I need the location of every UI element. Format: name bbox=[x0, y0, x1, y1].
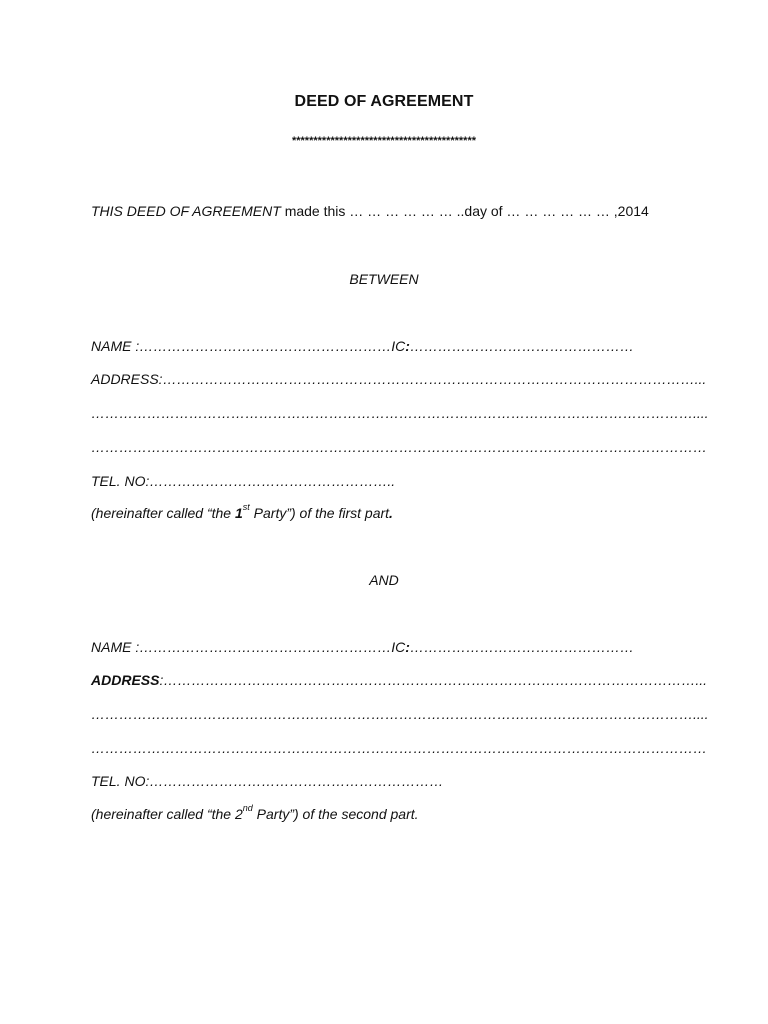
party2-name-label: NAME : bbox=[91, 639, 140, 655]
and-heading: AND bbox=[369, 572, 399, 588]
party2-designation-sup: nd bbox=[242, 803, 253, 813]
party2-designation-pre: (hereinafter called “the 2 bbox=[91, 806, 243, 822]
party2-name-line bbox=[91, 639, 634, 655]
party1-name-field: ……………………………………………… bbox=[139, 338, 392, 354]
party1-name-label: NAME : bbox=[91, 338, 140, 354]
party2-tel-line bbox=[91, 773, 443, 789]
document-title: DEED OF AGREEMENT bbox=[294, 93, 474, 110]
party2-ic-colon: : bbox=[405, 639, 410, 655]
party1-name-line bbox=[91, 338, 634, 354]
party1-tel-field: …………………………………………….. bbox=[149, 473, 396, 489]
intro-rest: made this … … … … … … ..day of … … … … … … ,2014 bbox=[280, 203, 649, 219]
party2-address-line-2: ………………………………………………………………………………………………………………….... bbox=[91, 706, 709, 722]
party2-ic-label: IC bbox=[391, 639, 406, 655]
intro-lead: THIS DEED OF AGREEMENT bbox=[91, 203, 281, 219]
party1-tel-label: TEL. NO: bbox=[91, 473, 150, 489]
party1-designation-end: . bbox=[389, 505, 393, 521]
party2-address-line-3: …………………………………………………………………………………………………………………… bbox=[91, 740, 707, 756]
party2-tel-label: TEL. NO: bbox=[91, 773, 150, 789]
party2-designation-post: Party”) of the second part. bbox=[252, 806, 419, 822]
party1-address-field: ……………………………………………………………………………………………………... bbox=[162, 371, 707, 387]
party1-designation-number: 1 bbox=[234, 505, 243, 521]
between-heading: BETWEEN bbox=[349, 271, 419, 287]
party1-address-line bbox=[91, 371, 706, 387]
party1-address-line-2: ………………………………………………………………………………………………………………….... bbox=[91, 405, 709, 421]
party1-ic-field: ………………………………………… bbox=[409, 338, 634, 354]
party2-ic-field: ………………………………………… bbox=[409, 639, 634, 655]
party2-address-label: ADDRESS bbox=[91, 672, 160, 688]
party1-ic-label: IC bbox=[391, 338, 406, 354]
party1-tel-line bbox=[91, 473, 395, 489]
party1-address-line-3: …………………………………………………………………………………………………………………… bbox=[91, 439, 707, 455]
party1-designation bbox=[91, 502, 393, 521]
party2-address-field: ……………………………………………………………………………………………………... bbox=[163, 672, 708, 688]
party1-address-label: ADDRESS: bbox=[91, 371, 163, 387]
party2-name-field: ……………………………………………… bbox=[139, 639, 392, 655]
party2-tel-field: ……………………………………………………… bbox=[149, 773, 444, 789]
party1-designation-sup: st bbox=[242, 502, 250, 512]
party2-address-line bbox=[91, 672, 707, 688]
party2-address-colon: : bbox=[159, 672, 164, 688]
party1-designation-pre: (hereinafter called “the bbox=[91, 505, 235, 521]
party1-ic-colon: : bbox=[405, 338, 410, 354]
party2-designation bbox=[91, 803, 419, 822]
party1-designation-post: Party”) of the first part bbox=[249, 505, 390, 521]
title-separator: ******************************************* bbox=[291, 135, 477, 147]
intro-line bbox=[91, 203, 649, 219]
